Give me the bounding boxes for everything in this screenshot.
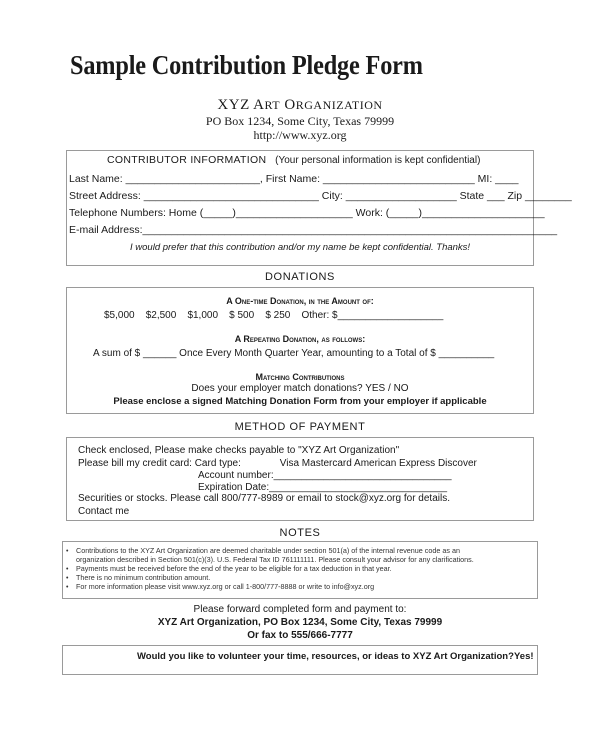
donations-heading: DONATIONS (265, 271, 335, 283)
matching-note: Please enclose a signed Matching Donation Form from your employer if applicable (113, 396, 487, 407)
expiration-date-field[interactable]: Expiration Date:________________________________ (198, 482, 448, 493)
note-item: • Payments must be received before the end of the year to be eligible for a tax deduction in that year. (66, 564, 392, 573)
onetime-amounts[interactable] (104, 310, 443, 321)
street-address-field[interactable]: Street Address: ______________________________ City: ___________________ State ___ Zip ________ (69, 190, 572, 202)
amount-5000[interactable]: $5,000 (104, 310, 135, 321)
telephone-field[interactable]: Telephone Numbers: Home (_____)____________________ Work: (_____)_____________________ (69, 207, 545, 219)
forward-fax: Or fax to 555/666-7777 (247, 630, 353, 641)
volunteer-yes-option[interactable]: Yes! (514, 651, 534, 662)
note-item: • For more information please visit www.xyz.org or call 1-800/777-8888 or write to info@xyz.org (66, 582, 375, 591)
contact-me-option[interactable]: Contact me (78, 506, 130, 517)
amount-250[interactable]: $ 250 (265, 310, 291, 321)
credit-card-option[interactable]: Please bill my credit card: Card type: Visa Mastercard American Express Discover (78, 458, 477, 469)
organization-name: XYZ ART ORGANIZATION (217, 97, 383, 113)
email-field[interactable]: E-mail Address:_______________________________________________________________________ (69, 224, 558, 236)
note-item: • Contributions to the XYZ Art Organization are deemed charitable under section 501(a) of the internal revenue code as an (66, 546, 460, 555)
amount-other[interactable]: Other: $___________________ (301, 310, 444, 321)
last-name-field[interactable]: Last Name: _______________________, First Name: __________________________ MI: ____ (69, 173, 519, 185)
check-option[interactable]: Check enclosed, Please make checks payable to "XYZ Art Organization" (78, 445, 400, 456)
amount-2500[interactable]: $2,500 (145, 310, 177, 321)
card-types: Visa Mastercard American Express Discover (279, 458, 477, 469)
amount-1000[interactable]: $1,000 (187, 310, 219, 321)
onetime-heading: A One-time Donation, in the Amount of: (226, 296, 374, 306)
repeating-heading: A Repeating Donation, as follows: (234, 334, 366, 344)
volunteer-question: Would you like to volunteer your time, resources, or ideas to XYZ Art Organization? (137, 651, 514, 662)
form-title: Sample Contribution Pledge Form (70, 50, 423, 80)
repeating-donation-line[interactable]: A sum of $ ______ Once Every Month Quarter Year, amounting to a Total of $ __________ (93, 348, 495, 359)
confidential-checkbox[interactable]: I would prefer that this contribution and/or my name be kept confidential. Thanks! (130, 242, 471, 253)
matching-question[interactable]: Does your employer match donations? YES / NO (191, 383, 409, 394)
payment-heading: METHOD OF PAYMENT (234, 421, 366, 433)
organization-url: http://www.xyz.org (253, 128, 347, 142)
notes-heading: NOTES (279, 527, 321, 539)
contributor-heading: CONTRIBUTOR INFORMATION (Your personal information is kept confidential) (107, 154, 481, 166)
forward-instructions: Please forward completed form and payment to: (193, 604, 407, 615)
note-item: • There is no minimum contribution amount. (66, 573, 211, 582)
organization-address: PO Box 1234, Some City, Texas 79999 (205, 114, 395, 128)
account-number-field[interactable]: Account number:________________________________ (198, 470, 452, 481)
amount-500[interactable]: $ 500 (229, 310, 255, 321)
securities-option[interactable]: Securities or stocks. Please call 800/777-8989 or email to stock@xyz.org for details. (78, 493, 450, 504)
forward-address: XYZ Art Organization, PO Box 1234, Some City, Texas 79999 (157, 617, 443, 628)
matching-heading: Matching Contributions (255, 372, 345, 382)
note-item: organization described in Section 501(c)(3). U.S. Federal Tax ID 761111111. Please consult your advisor for any clarifications. (76, 555, 474, 564)
